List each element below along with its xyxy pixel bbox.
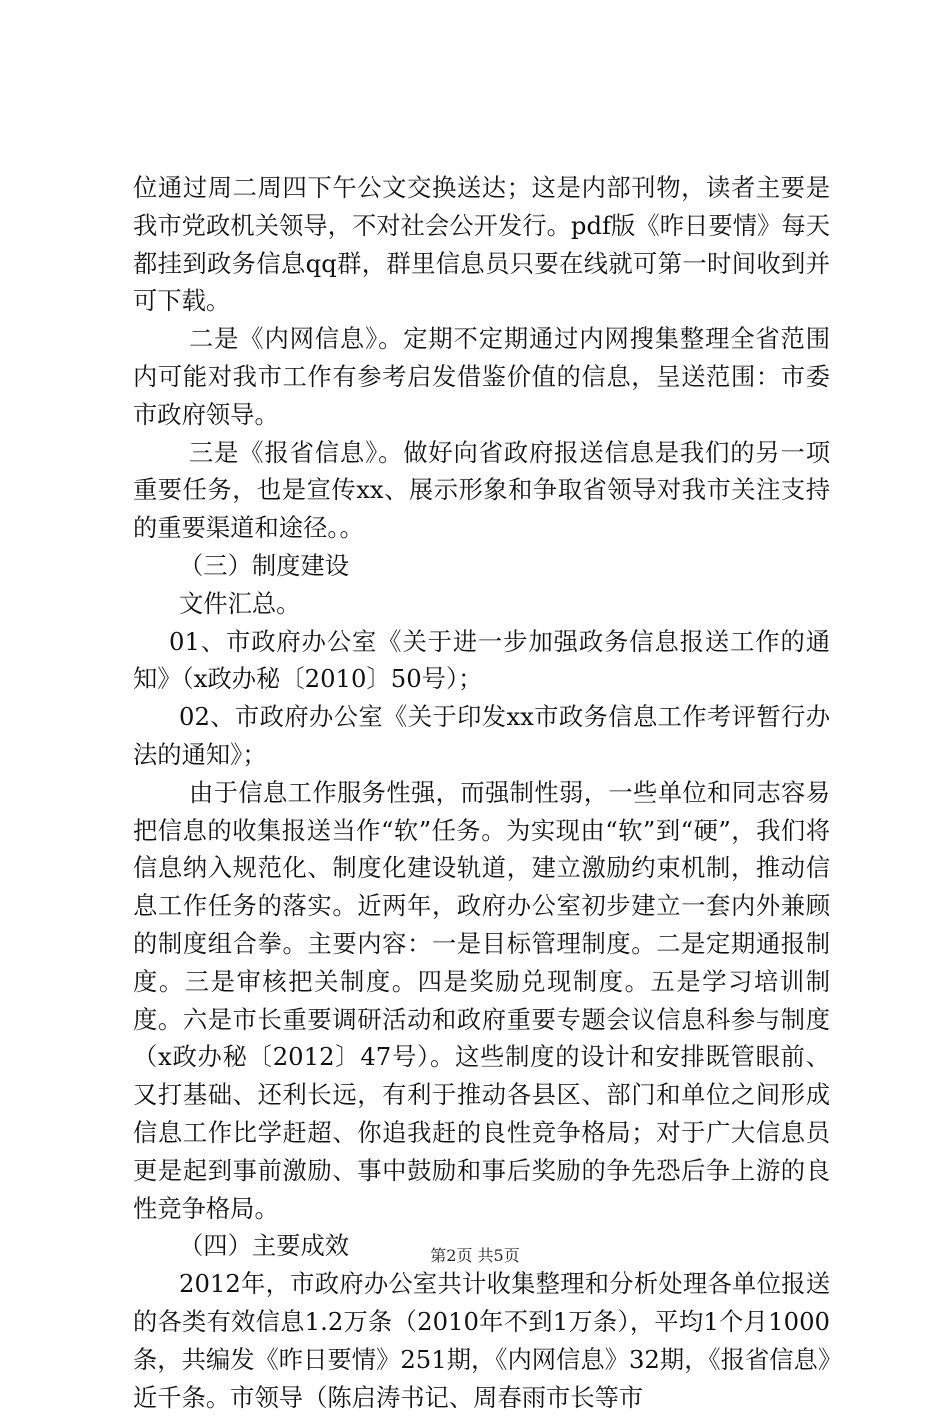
- section-heading-system-building: （三）制度建设: [179, 550, 350, 580]
- paragraph-provincial-report: 三是《报省信息》。做好向省政府报送信息是我们的另一项重要任务，也是宣传xx、展示形象和争取省领导对我市关注支持的重要渠道和途径。。: [133, 437, 830, 543]
- paragraph-internal-network-info: 二是《内网信息》。定期不定期通过内网搜集整理全省范围内可能对我市工作有参考启发借鉴价值的信息，呈送范围：市委市政府领导。: [133, 324, 830, 429]
- body-text: [133, 169, 830, 1416]
- page-footer: 第2页 共5页: [430, 1246, 520, 1265]
- section-heading-main-results: （四）主要成效: [179, 1231, 350, 1261]
- paragraph-system-description: 由于信息工作服务性强，而强制性弱，一些单位和同志容易把信息的收集报送当作“软”任务。为实现由“软”到“硬”，我们将信息纳入规范化、制度化建设轨道，建立激励约束机制，推动信息工作任务的落实。近两年，政府办公室初步建立一套内外兼顾的制度组合拳。主要内容：一是目标管理制度。二是定期通报制度。三是审核把关制度。四是奖励兑现制度。五是学习培训制度。六是市长重要调研活动和政府重要专题会议信息科参与制度（x政办秘〔2012〕47号）。这些制度的设计和安排既管眼前、又打基础、还利长远，有利于推动各县区、部门和单位之间形成信息工作比学赶超、你追我赶的良性竞争格局；对于广大信息员更是起到事前激励、事中鼓励和事后奖励的争先恐后争上游的良性竞争格局。: [133, 777, 830, 1223]
- paragraph-results-2012: 2012年，市政府办公室共计收集整理和分析处理各单位报送的各类有效信息1.2万条（2010年不到1万条），平均1个月1000条，共编发《昨日要情》251期，《内网信息》32期，《报省信息》近千条。市领导（陈启涛书记、周春雨市长等市: [133, 1269, 830, 1412]
- paragraph-document-02: 02、市政府办公室《关于印发xx市政务信息工作考评暂行办法的通知》；: [133, 702, 830, 769]
- paragraph-document-01: 01、市政府办公室《关于进一步加强政务信息报送工作的通知》（x政办秘〔2010〕50号）；: [133, 626, 830, 694]
- paragraph-continuation: 位通过周二周四下午公文交换送达；这是内部刊物，读者主要是我市党政机关领导，不对社会公开发行。pdf版《昨日要情》每天都挂到政务信息qq群，群里信息员只要在线就可第一时间收到并可下载。: [133, 173, 830, 316]
- paragraph-document-summary: 文件汇总。: [179, 588, 301, 618]
